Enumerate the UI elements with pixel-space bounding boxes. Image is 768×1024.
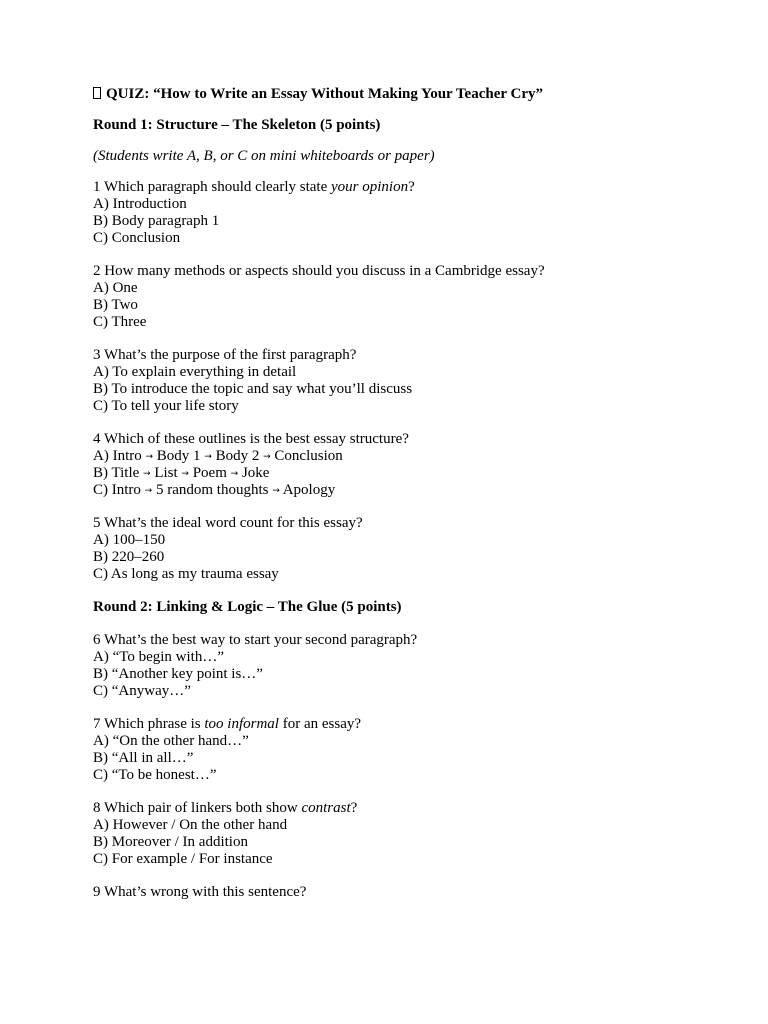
question-1-option-b: B) Body paragraph 1: [93, 213, 220, 229]
question-5: 5 What’s the ideal word count for this essay?: [93, 515, 363, 531]
question-8: 8 Which pair of linkers both show contrast?: [93, 800, 358, 816]
quiz-title: QUIZ: “How to Write an Essay Without Making Your Teacher Cry”: [93, 86, 733, 103]
right-arrow-icon: →: [145, 452, 154, 462]
right-arrow-icon: →: [272, 486, 280, 496]
question-7: 7 Which phrase is too informal for an essay?: [93, 716, 362, 732]
question-8-option-a: A) However / On the other hand: [93, 817, 288, 833]
box-icon: [93, 87, 101, 99]
question-5-option-b: B) 220–260: [93, 549, 165, 565]
question-6-option-a: A) “To begin with…”: [93, 649, 225, 665]
question-1: 1 Which paragraph should clearly state your opinion?: [93, 179, 415, 195]
question-4: 4 Which of these outlines is the best essay structure?: [93, 431, 409, 447]
question-8-option-b: B) Moreover / In addition: [93, 834, 248, 850]
right-arrow-icon: →: [230, 469, 239, 479]
question-9: 9 What’s wrong with this sentence?: [93, 884, 307, 900]
round-2-heading: Round 2: Linking & Logic – The Glue (5 points): [93, 599, 402, 615]
right-arrow-icon: →: [181, 469, 189, 479]
question-2-option-b: B) Two: [93, 297, 138, 313]
right-arrow-icon: →: [144, 486, 153, 496]
question-3: 3 What’s the purpose of the first paragraph?: [93, 347, 357, 363]
question-7-option-b: B) “All in all…”: [93, 750, 194, 766]
question-5-option-c: C) As long as my trauma essay: [93, 566, 279, 582]
question-7-option-a: A) “On the other hand…”: [93, 733, 249, 749]
question-6: 6 What’s the best way to start your second paragraph?: [93, 632, 418, 648]
question-8-option-c: C) For example / For instance: [93, 851, 273, 867]
right-arrow-icon: →: [143, 469, 151, 479]
question-6-option-c: C) “Anyway…”: [93, 683, 191, 699]
question-2-option-a: A) One: [93, 280, 138, 296]
question-2: 2 How many methods or aspects should you discuss in a Cambridge essay?: [93, 263, 545, 279]
question-3-option-a: A) To explain everything in detail: [93, 364, 297, 380]
question-2-option-c: C) Three: [93, 314, 147, 330]
question-4-option-b: B) Title → List → Poem → Joke: [93, 465, 270, 481]
question-6-option-b: B) “Another key point is…”: [93, 666, 263, 682]
round-1-instructions: (Students write A, B, or C on mini whiteboards or paper): [93, 148, 435, 164]
question-3-option-c: C) To tell your life story: [93, 398, 239, 414]
question-5-option-a: A) 100–150: [93, 532, 166, 548]
question-4-option-c: C) Intro → 5 random thoughts → Apology: [93, 482, 336, 498]
round-1-heading: Round 1: Structure – The Skeleton (5 points): [93, 117, 381, 133]
question-3-option-b: B) To introduce the topic and say what you’ll discuss: [93, 381, 413, 397]
question-1-option-c: C) Conclusion: [93, 230, 181, 246]
question-4-option-a: A) Intro → Body 1 → Body 2 → Conclusion: [93, 448, 343, 464]
quiz-document: [93, 86, 733, 901]
right-arrow-icon: →: [204, 452, 212, 462]
right-arrow-icon: →: [263, 452, 271, 462]
question-7-option-c: C) “To be honest…”: [93, 767, 217, 783]
question-1-option-a: A) Introduction: [93, 196, 187, 212]
